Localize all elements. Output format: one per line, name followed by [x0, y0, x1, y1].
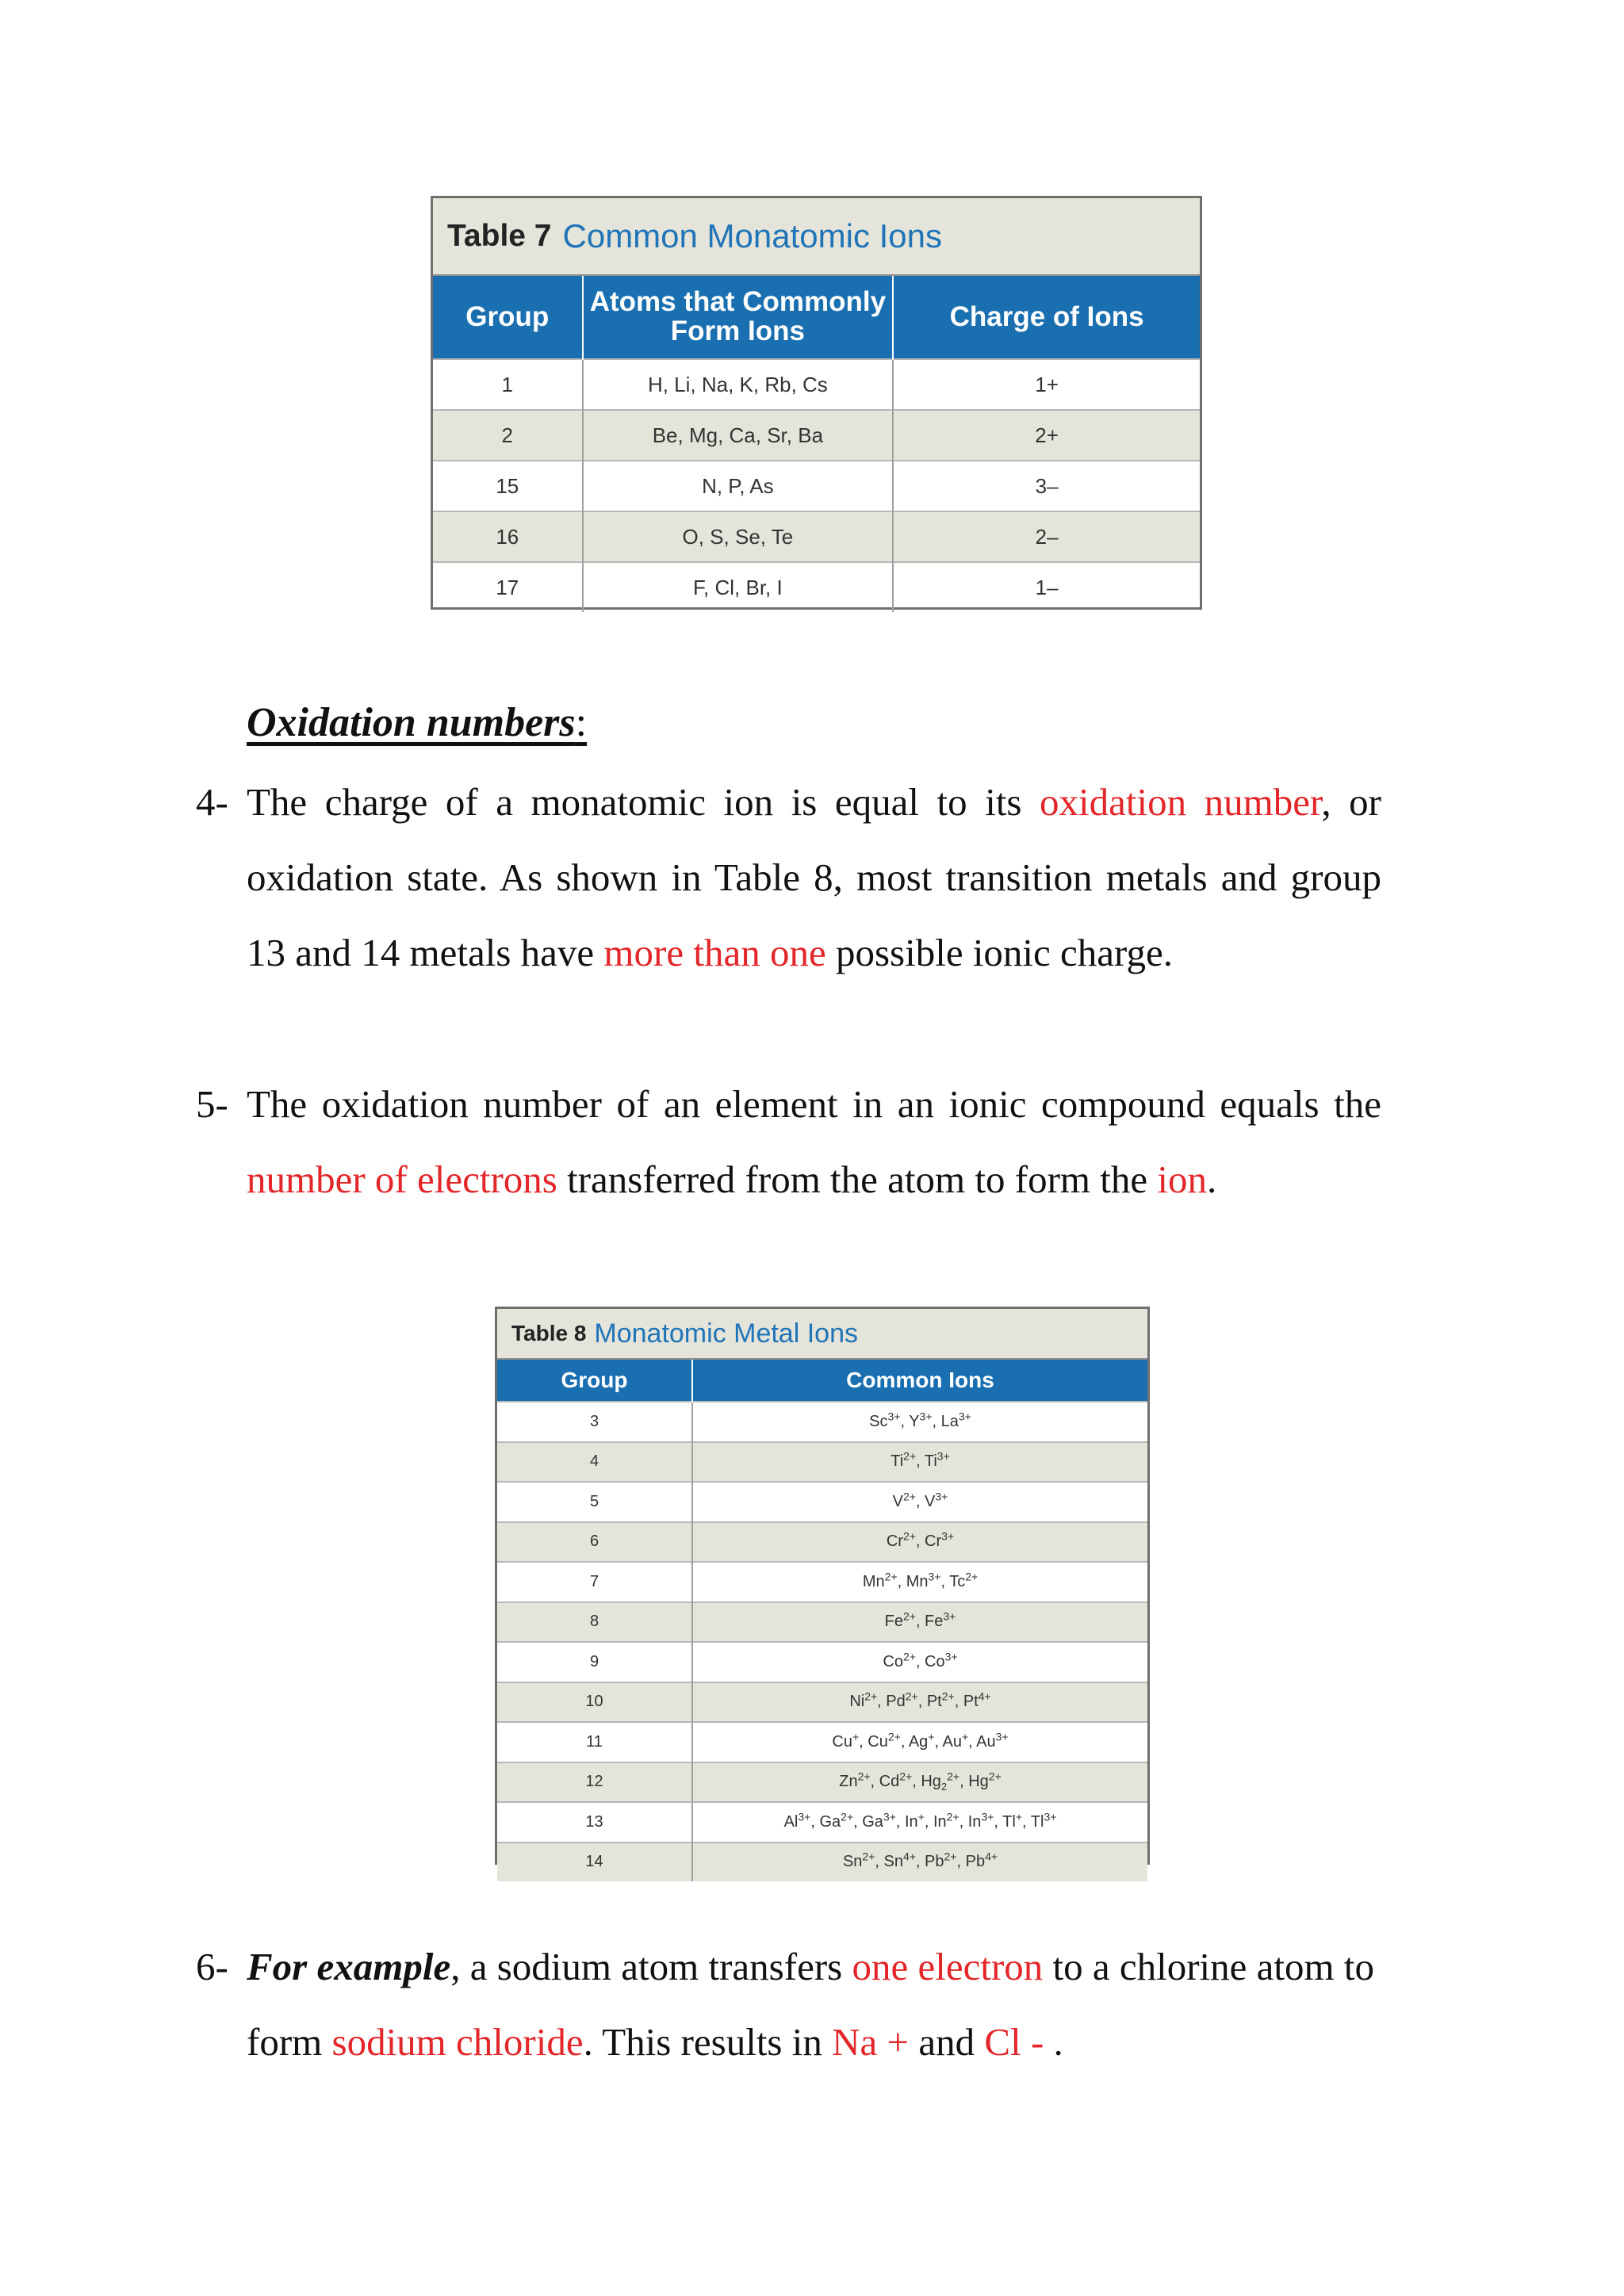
point-6-text-4: and: [909, 2020, 985, 2064]
table-7-cell: 2–: [893, 511, 1200, 562]
table-7-number: Table 7: [447, 219, 552, 253]
table-8-row: [497, 1402, 1147, 1442]
point-6-text-1: , a sodium atom transfers: [450, 1945, 852, 1988]
table-8-cell: 5: [497, 1482, 692, 1522]
table-7-cell: 2+: [893, 410, 1200, 461]
point-5-highlight-number-of-electrons: number of electrons: [247, 1158, 557, 1201]
table-8-row: [497, 1762, 1147, 1803]
table-8-cell: $Mn^{2+}$, $Mn^{3+}$, $Tc^{2+}$: [692, 1562, 1147, 1602]
table-8-cell: $Ti^{2+}$, $Ti^{3+}$: [692, 1442, 1147, 1483]
point-6-lead: For example: [247, 1945, 451, 1988]
point-4-text-2: , or oxidation state. As shown in Table 8, most transition metals and group 13 and 14 metals have: [247, 780, 1381, 974]
table-8-row: [497, 1562, 1147, 1602]
table-8-cell: 13: [497, 1802, 692, 1843]
table-8-row: [497, 1722, 1147, 1762]
point-5-highlight-ion: ion: [1157, 1158, 1207, 1201]
table-7-cell: 2: [433, 410, 583, 461]
table-8-cell: $Cr^{2+}$, $Cr^{3+}$: [692, 1522, 1147, 1563]
point-4-text-3: possible ionic charge.: [825, 931, 1173, 974]
table-8-row: [497, 1442, 1147, 1483]
point-5: [196, 1066, 1381, 1217]
point-6-text-2: to a chlorine atom to form: [247, 1945, 1375, 2064]
point-6-highlight-sodium-chloride: sodium chloride: [331, 2020, 584, 2064]
heading-colon: :: [575, 700, 588, 745]
point-6-text-3: . This results in: [583, 2020, 833, 2064]
table-7-cell: 1–: [893, 562, 1200, 612]
table-8-cell: 12: [497, 1762, 692, 1803]
point-6: [196, 1929, 1381, 2080]
table-7-grid: [433, 276, 1200, 612]
point-6-highlight-na: Na +: [832, 2020, 910, 2064]
table-7-cell: 16: [433, 511, 583, 562]
table-7-caption: [433, 198, 1200, 276]
table-8-cell: $Fe^{2+}$, $Fe^{3+}$: [692, 1602, 1147, 1643]
table-7-header-group: Group: [433, 276, 583, 359]
point-4-highlight-more-than-one: more than one: [603, 931, 826, 974]
point-6-highlight-one-electron: one electron: [852, 1945, 1044, 1988]
table-7-cell: F, Cl, Br, I: [583, 562, 894, 612]
table-8-header-ions: Common Ions: [692, 1360, 1147, 1402]
table-8-cell: $V^{2+}$, $V^{3+}$: [692, 1482, 1147, 1522]
table-7-row: [433, 562, 1200, 612]
table-7-cell: N, P, As: [583, 461, 894, 511]
table-8-cell: 8: [497, 1602, 692, 1643]
table-8-caption: [497, 1309, 1147, 1360]
table-7-row: [433, 410, 1200, 461]
point-4: [196, 764, 1381, 990]
point-5-text-1: The oxidation number of an element in an ionic compound equals the: [247, 1082, 1381, 1126]
point-5-text: [247, 1066, 1381, 1217]
table-8-cell: 14: [497, 1843, 692, 1882]
table-7-cell: 1+: [893, 359, 1200, 410]
table-8-cell: 10: [497, 1682, 692, 1723]
table-7: [431, 196, 1202, 610]
point-6-text-5: .: [1053, 2020, 1063, 2064]
table-8-cell: $Zn^{2+}$, $Cd^{2+}$, $Hg_2^{2+}$, $Hg^{2+}$: [692, 1762, 1147, 1803]
table-8-row: [497, 1802, 1147, 1843]
table-7-cell: 3–: [893, 461, 1200, 511]
table-8-cell: 11: [497, 1722, 692, 1762]
table-8-row: [497, 1642, 1147, 1682]
table-7-header-row: [433, 276, 1200, 359]
table-7-header-charge: Charge of Ions: [893, 276, 1200, 359]
point-5-text-3: .: [1207, 1158, 1217, 1201]
table-8: [495, 1307, 1150, 1871]
point-6-marker: 6-: [196, 1945, 228, 1988]
point-4-highlight-oxidation-number: oxidation number: [1040, 780, 1322, 824]
point-5-marker: 5-: [196, 1082, 228, 1126]
table-8-cell: 6: [497, 1522, 692, 1563]
table-7-row: [433, 461, 1200, 511]
point-5-text-2: transferred from the atom to form the: [557, 1158, 1158, 1201]
table-7-cell: Be, Mg, Ca, Sr, Ba: [583, 410, 894, 461]
table-8-cell: $Ni^{2+}$, $Pd^{2+}$, $Pt^{2+}$, $Pt^{4+}$: [692, 1682, 1147, 1723]
heading-text: Oxidation numbers: [247, 700, 576, 745]
table-8-row: [497, 1682, 1147, 1723]
point-6-highlight-cl: Cl -: [984, 2020, 1054, 2064]
table-7-row: [433, 359, 1200, 410]
table-8-header-group: Group: [497, 1360, 692, 1402]
point-4-marker: 4-: [196, 780, 228, 824]
table-8-cell: 7: [497, 1562, 692, 1602]
table-8-row: [497, 1602, 1147, 1643]
table-7-cell: H, Li, Na, K, Rb, Cs: [583, 359, 894, 410]
table-7-cell: 17: [433, 562, 583, 612]
table-8-grid: [497, 1360, 1147, 1881]
table-8-number: Table 8: [511, 1321, 587, 1345]
table-7-cell: 1: [433, 359, 583, 410]
table-7-title: Common Monatomic Ions: [562, 217, 943, 254]
table-8-row: [497, 1482, 1147, 1522]
table-8-cell: $Al^{3+}$, $Ga^{2+}$, $Ga^{3+}$, In+, $In^{2+}$, $In^{3+}$, Tl+, $Tl^{3+}$: [692, 1802, 1147, 1843]
table-8-cell: 4: [497, 1442, 692, 1483]
table-8-cell: 9: [497, 1642, 692, 1682]
table-8-cell: $Sn^{2+}$, $Sn^{4+}$, $Pb^{2+}$, $Pb^{4+}$: [692, 1843, 1147, 1882]
table-8-row: [497, 1843, 1147, 1882]
table-7-cell: 15: [433, 461, 583, 511]
point-4-text-1: The charge of a monatomic ion is equal to its: [247, 780, 1040, 824]
table-7-header-atoms: Atoms that Commonly Form Ions: [583, 276, 894, 359]
point-4-text: [247, 764, 1381, 990]
table-8-cell: Cu+, $Cu^{2+}$, Ag+, Au+, $Au^{3+}$: [692, 1722, 1147, 1762]
table-8-title: Monatomic Metal Ions: [594, 1318, 858, 1349]
table-8-cell: $Co^{2+}$, $Co^{3+}$: [692, 1642, 1147, 1682]
table-8-row: [497, 1522, 1147, 1563]
table-7-row: [433, 511, 1200, 562]
table-8-cell: 3: [497, 1402, 692, 1442]
point-6-text: [247, 1929, 1381, 2080]
table-8-cell: $Sc^{3+}$, $Y^{3+}$, $La^{3+}$: [692, 1402, 1147, 1442]
table-7-cell: O, S, Se, Te: [583, 511, 894, 562]
oxidation-numbers-heading: [247, 699, 587, 746]
table-8-header-row: [497, 1360, 1147, 1402]
